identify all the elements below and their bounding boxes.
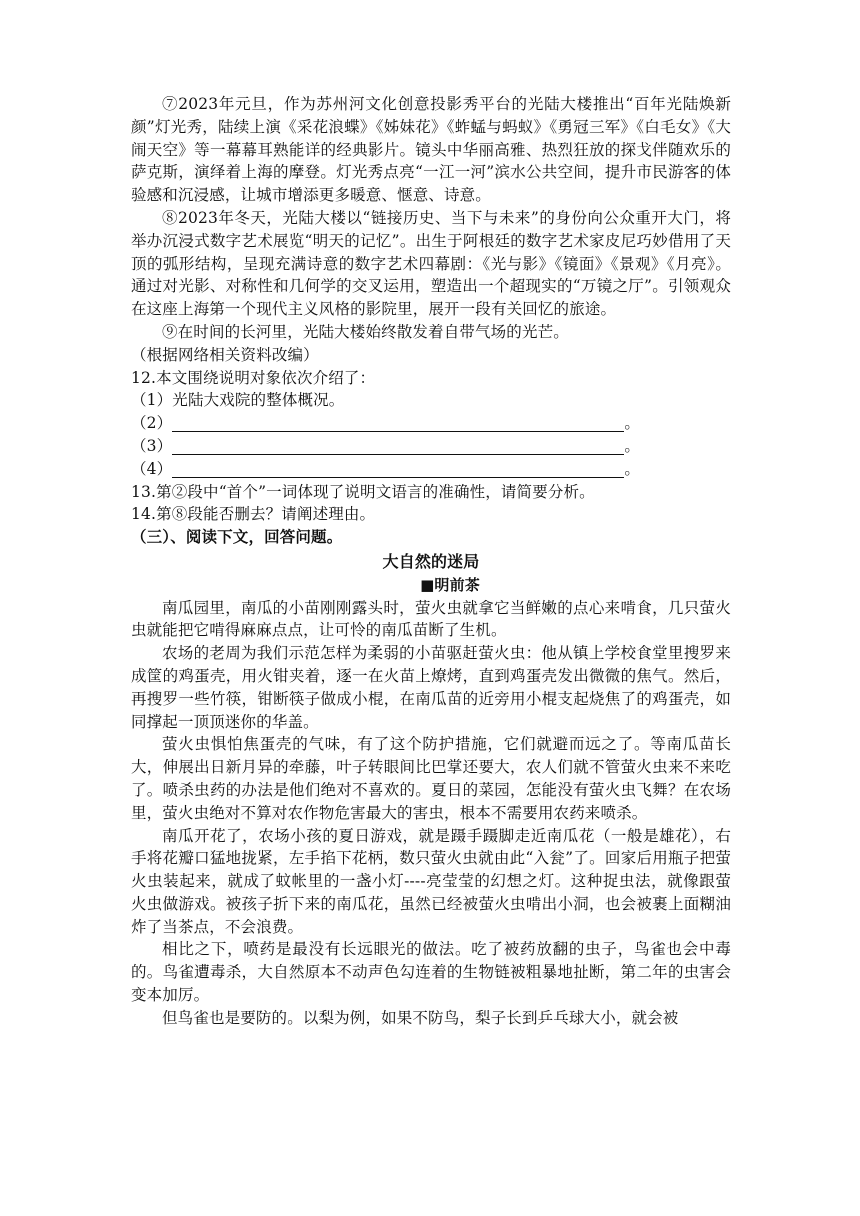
answer-blank-row [131,458,731,481]
article-author: ■明前茶 [420,575,480,594]
question-14: 14.第⑧段能否删去？请阐述理由。 [131,505,376,524]
blank-end-mark: 。 [624,414,640,433]
paragraph-7: ⑦2023年元旦，作为苏州河文化创意投影秀平台的光陆大楼推出“百年光陆焕新颜”灯光秀，陆续上演《采花浪蝶》《姊妹花》《蚱蜢与蚂蚁》《勇冠三军》《白毛女》《大闹天空》等一幕幕耳熟能详的经典影片。镜头中华丽高雅、热烈狂放的探戈伴随欢乐的萨克斯，演绎着上海的摩登。灯光秀点亮“一江一河”滨水公共空间，提升市民游客的体验感和沉浸感，让城市增添更多暖意、惬意、诗意。 [131,95,731,205]
paragraph-9: ⑨在时间的长河里，光陆大楼始终散发着自带气场的光芒。 [162,322,569,341]
question-13: 13.第②段中“首个”一词体现了说明文语言的准确性，请简要分析。 [131,482,595,501]
blank-label: （3） [131,436,173,455]
answer-blank-line[interactable] [172,414,624,432]
blank-label: （4） [131,459,173,478]
article-paragraph: 萤火虫惧怕焦蛋壳的气味，有了这个防护措施，它们就避而远之了。等南瓜苗长大，伸展出日新月异的牵藤，叶子转眼间比巴掌还要大，农人们就不管萤火虫来不来吃了。喷杀虫药的办法是他们绝对不喜欢的。夏日的菜园，怎能没有萤火虫飞舞？在农场里，萤火虫绝对不算对农作物危害最大的害虫，根本不需要用农药来喷杀。 [131,735,731,822]
article-paragraph: 但鸟雀也是要防的。以梨为例，如果不防鸟，梨子长到乒乓球大小，就会被 [162,1008,679,1027]
answer-blank-line[interactable] [172,437,624,455]
question-12: 12.本文围绕说明对象依次介绍了： [131,368,376,387]
document-content [131,93,731,1030]
answer-blank-row [131,412,731,435]
paragraph-8: ⑧2023年冬天，光陆大楼以“链接历史、当下与未来”的身份向公众重开大门，将举办沉浸式数字艺术展览“明天的记忆”。出生于阿根廷的数字艺术家皮尼巧妙借用了天顶的弧形结构，呈现充满诗意的数字艺术四幕剧：《光与影》《镜面》《景观》《月亮》。通过对光影、对称性和几何学的交叉运用，塑造出一个超现实的“万镜之厅”。引领观众在这座上海第一个现代主义风格的影院里，展开一段有关回忆的旅途。 [131,208,731,319]
section-heading: （三）、阅读下文，回答问题。 [131,527,343,547]
article-paragraph: 南瓜园里，南瓜的小苗刚刚露头时，萤火虫就拿它当鲜嫩的点心来啃食，几只萤火虫就能把它啃得麻麻点点，让可怜的南瓜苗断了生机。 [131,598,731,640]
answer-blank-line[interactable] [172,460,624,478]
question-12-item-1: （1）光陆大戏院的整体概况。 [131,391,345,410]
source-note: （根据网络相关资料改编） [131,345,319,364]
blank-label: （2） [131,414,173,433]
blank-end-mark: 。 [624,459,640,478]
blank-end-mark: 。 [624,436,640,455]
answer-blank-row [131,435,731,458]
article-title: 大自然的迷局 [382,551,480,571]
article-paragraph: 农场的老周为我们示范怎样为柔弱的小苗驱赶萤火虫：他从镇上学校食堂里搜罗来成筐的鸡蛋壳，用火钳夹着，逐一在火苗上燎烤，直到鸡蛋壳发出微微的焦气。然后，再搜罗一些竹筷，钳断筷子做成小棍，在南瓜苗的近旁用小棍支起烧焦了的鸡蛋壳，如同撑起一顶顶迷你的华盖。 [131,644,731,731]
article-paragraph: 相比之下，喷药是最没有长远眼光的做法。吃了被药放翻的虫子，鸟雀也会中毒的。鸟雀遭毒杀，大自然原本不动声色勾连着的生物链被粗暴地扯断，第二年的虫害会变本加厉。 [131,940,731,1005]
article-paragraph: 南瓜开花了，农场小孩的夏日游戏，就是蹑手蹑脚走近南瓜花（一般是雄花），右手将花瓣口猛地拢紧，左手掐下花柄，数只萤火虫就由此“入瓮”了。回家后用瓶子把萤火虫装起来，就成了蚊帐里的一盏小灯----亮莹莹的幻想之灯。这种捉虫法，就像跟萤火虫做游戏。被孩子折下来的南瓜花，虽然已经被萤火虫啃出小洞，也会被裹上面糊油炸了当茶点，不会浪费。 [131,826,731,936]
